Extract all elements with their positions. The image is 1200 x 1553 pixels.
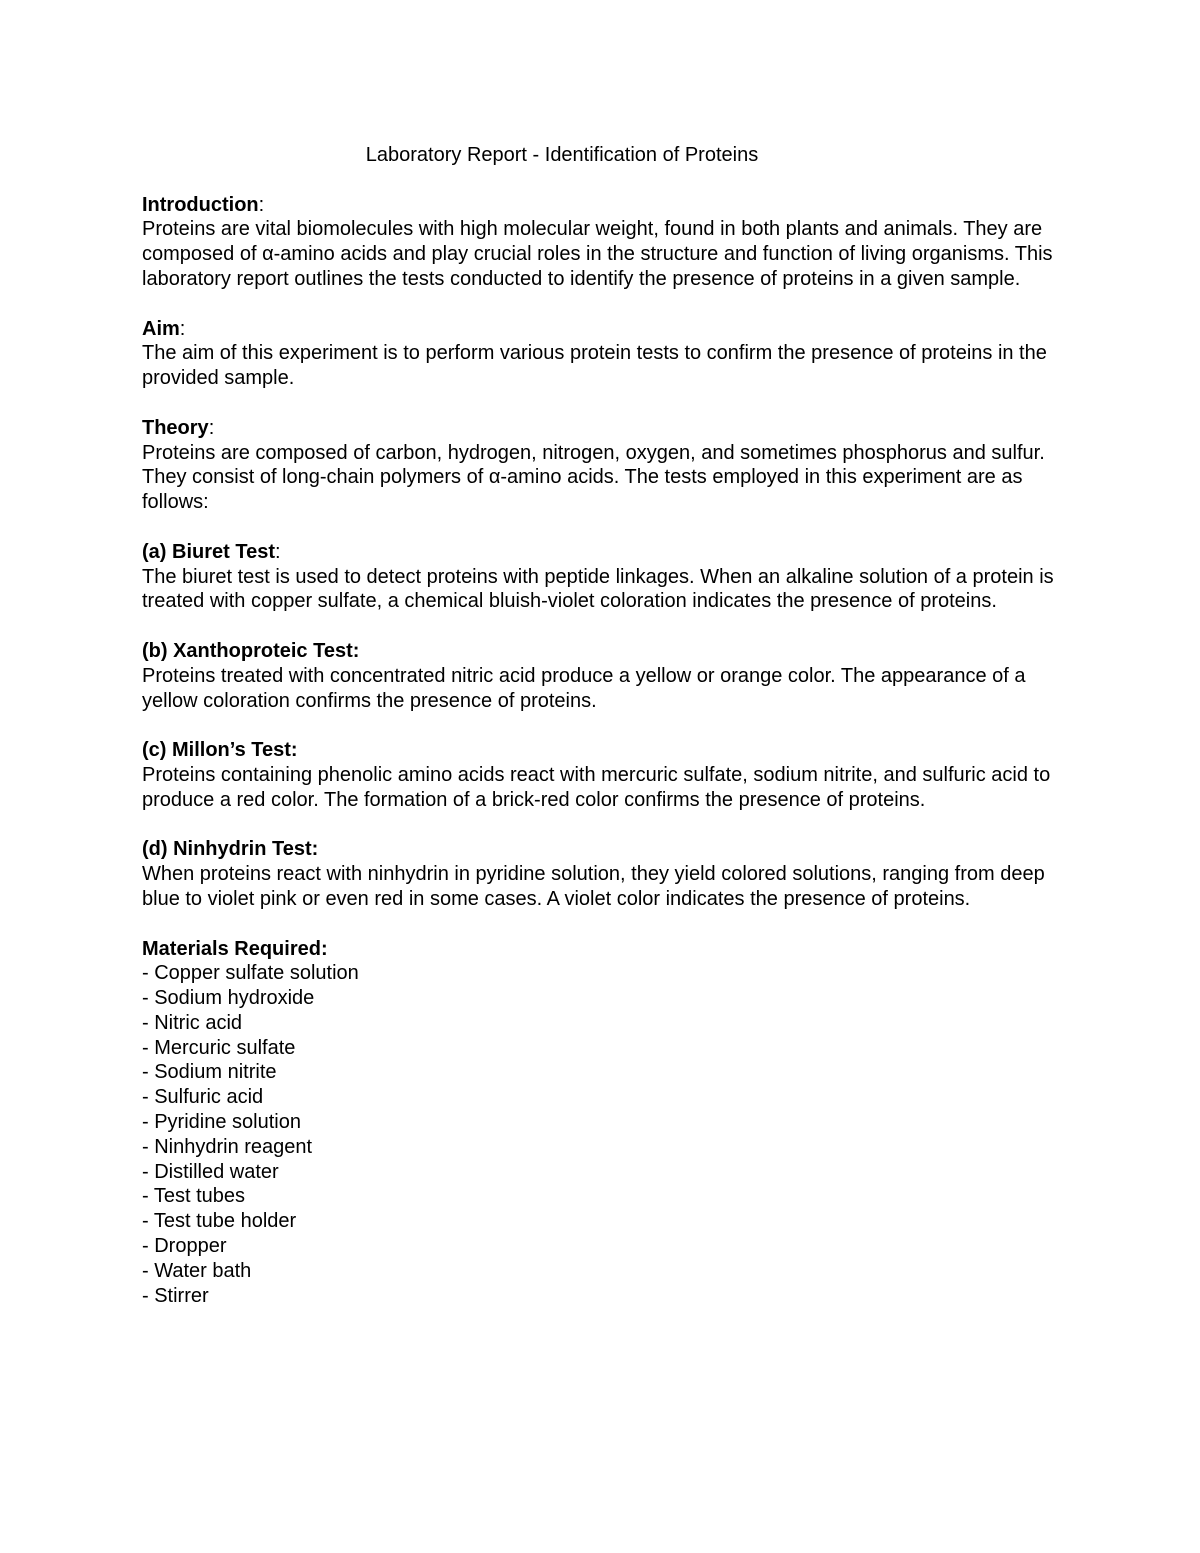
list-item: - Sodium nitrite (142, 1061, 277, 1084)
section-body: When proteins react with ninhydrin in pyridine solution, they yield colored solutions, ranging from deep blue to violet pink or even red in some cases. A violet color indicates the presence of proteins. (142, 863, 1045, 910)
section-heading (142, 540, 1072, 565)
section-materials-required (142, 937, 1072, 1309)
heading-text: (c) Millon’s Test: (142, 739, 298, 762)
section-heading (142, 639, 1072, 664)
heading-suffix: : (208, 416, 215, 439)
section-ninhydrin-test (142, 837, 1072, 911)
heading-suffix: : (258, 193, 265, 216)
heading-text: Theory (142, 416, 209, 439)
section-theory (142, 416, 1072, 515)
list-item: - Pyridine solution (142, 1111, 301, 1134)
document-content (142, 143, 1072, 1333)
list-item: - Dropper (142, 1235, 227, 1258)
section-body: Proteins are vital biomolecules with high molecular weight, found in both plants and animals. They are composed of α-amino acids and play crucial roles in the structure and function of living organisms. This laboratory report outlines the tests conducted to identify the presence of proteins in a given sample. (142, 218, 1053, 290)
section-heading (142, 738, 1072, 763)
list-item: - Stirrer (142, 1284, 209, 1307)
section-body: Proteins containing phenolic amino acids react with mercuric sulfate, sodium nitrite, and sulfuric acid to produce a red color. The formation of a brick-red color confirms the presence of proteins. (142, 763, 1051, 811)
heading-suffix: : (179, 317, 186, 340)
list-item: - Copper sulfate solution (142, 962, 359, 985)
list-item: - Water bath (142, 1259, 252, 1282)
section-heading (142, 937, 1072, 962)
section-millons-test (142, 738, 1072, 812)
heading-text: (a) Biuret Test (142, 540, 275, 563)
heading-text: (d) Ninhydrin Test: (142, 838, 319, 861)
section-aim (142, 317, 1072, 391)
list-item: - Test tubes (142, 1185, 246, 1208)
section-heading (142, 317, 1072, 342)
materials-list (142, 961, 1072, 1308)
heading-text: Aim (142, 317, 180, 340)
heading-suffix: : (274, 540, 281, 563)
list-item: - Ninhydrin reagent (142, 1135, 313, 1158)
list-item: - Nitric acid (142, 1011, 243, 1034)
section-heading (142, 416, 1072, 441)
list-item: - Sulfuric acid (142, 1086, 264, 1109)
heading-text: Introduction (142, 193, 259, 216)
heading-text: (b) Xanthoproteic Test: (142, 639, 360, 662)
section-heading (142, 193, 1072, 218)
section-biuret-test (142, 540, 1072, 614)
section-body: Proteins treated with concentrated nitric acid produce a yellow or orange color. The appearance of a yellow coloration confirms the presence of proteins. (142, 664, 1026, 712)
section-heading (142, 837, 1072, 862)
list-item: - Mercuric sulfate (142, 1036, 296, 1059)
list-item: - Distilled water (142, 1160, 279, 1183)
section-body: The aim of this experiment is to perform various protein tests to confirm the presence of proteins in the provided sample. (142, 342, 1047, 390)
section-body: The biuret test is used to detect proteins with peptide linkages. When an alkaline solution of a protein is treated with copper sulfate, a chemical bluish-violet coloration indicates the presence of proteins. (142, 565, 1054, 613)
section-introduction (142, 193, 1072, 292)
heading-text: Materials Required: (142, 937, 328, 960)
list-item: - Sodium hydroxide (142, 987, 315, 1010)
list-item: - Test tube holder (142, 1210, 297, 1233)
document-title: Laboratory Report - Identification of Proteins (365, 144, 759, 166)
section-xanthoproteic-test (142, 639, 1072, 713)
section-body: Proteins are composed of carbon, hydrogen, nitrogen, oxygen, and sometimes phosphorus and sulfur. They consist of long-chain polymers of α-amino acids. The tests employed in this experiment are as follows: (142, 441, 1045, 514)
